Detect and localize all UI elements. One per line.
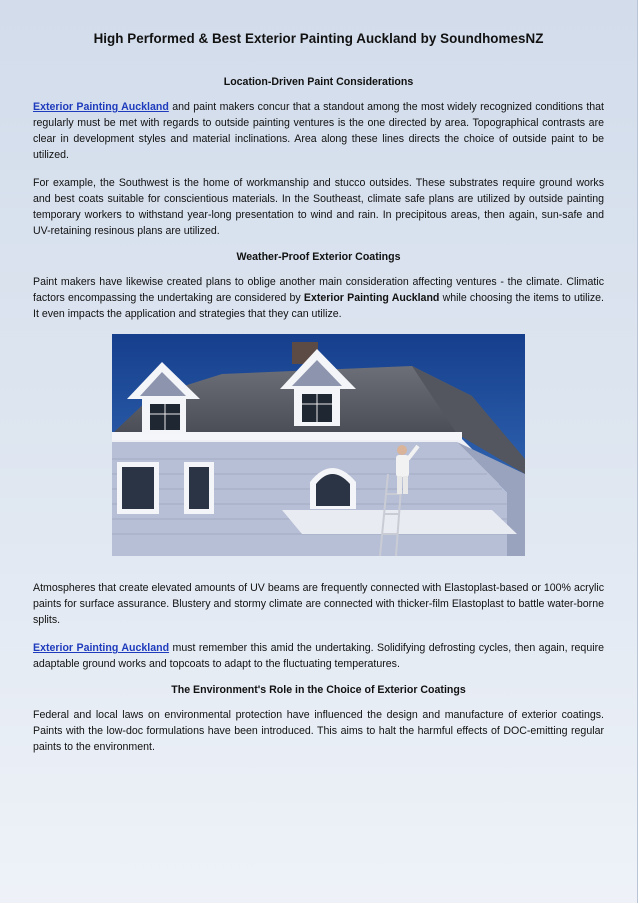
- paragraph: Paint makers have likewise created plans to oblige another main consideration affecting ventures - the climate. Climatic factors encompassing the undertaking are considered by Exterior Painting Auckland while choosing the items to utilize. It even impacts the application and strategies that they can utilize.: [33, 276, 605, 320]
- paragraph: Federal and local laws on environmental protection have influenced the design and manufacture of exterior coatings. Paints with the low-doc formulations have been introduced. This aims to halt the harmful effects of DOC-emitting regular paints to the environment.: [33, 709, 604, 753]
- exterior-painting-link[interactable]: Exterior Painting Auckland: [33, 101, 169, 113]
- exterior-painting-link[interactable]: Exterior Painting Auckland: [33, 642, 170, 654]
- section-heading-weather: Weather-Proof Exterior Coatings: [236, 251, 401, 263]
- paragraph: Exterior Painting Auckland must remember this amid the undertaking. Solidifying defrosting cycles, then again, require adaptable ground works and topcoats to adapt to the fluctuating temperatures.: [33, 642, 604, 670]
- paragraph: Exterior Painting Auckland and paint makers concur that a standout among the most widely recognized conditions that regularly must be met with regards to outside painting ventures is the one directed by area. Topographical contrasts are clear in development styles and material inclinations. Area along these lines directs the choice of outside paint to be utilized.: [33, 101, 605, 161]
- bold-keyword: Exterior Painting Auckland: [303, 292, 440, 304]
- paragraph: For example, the Southwest is the home of workmanship and stucco outsides. These substrates require ground works and best coats suitable for conscientious materials. In the Southeast, climate safe plans are utilized by outside painting temporary workers to withstand year-long presentation to wind and rain. In precipitous areas, then again, sun-safe and UV-retaining resinous plans are utilized.: [33, 177, 604, 237]
- house-painting-photo: [112, 334, 525, 556]
- section-heading-location: Location-Driven Paint Considerations: [223, 76, 414, 88]
- document-title: High Performed & Best Exterior Painting Auckland by SoundhomesNZ: [93, 31, 544, 46]
- section-heading-environment: The Environment's Role in the Choice of Exterior Coatings: [171, 684, 466, 696]
- paragraph: Atmospheres that create elevated amounts of UV beams are frequently connected with Elastoplast-based or 100% acrylic paints for surface assurance. Blustery and stormy climate are connected with thicker-film Elastoplast to battle water-borne splits.: [33, 582, 604, 626]
